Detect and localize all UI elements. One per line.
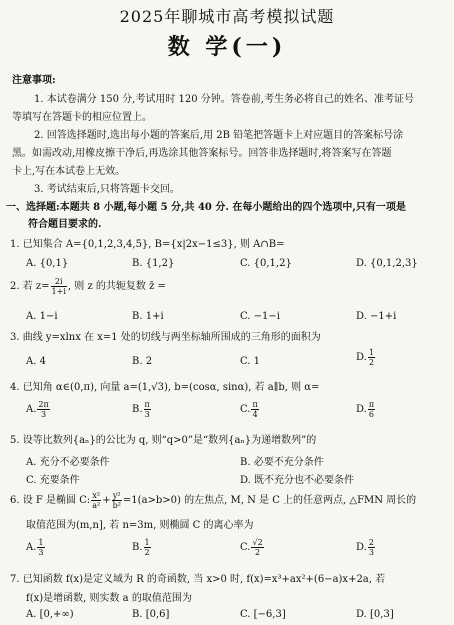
q6-option-a <box>26 538 46 557</box>
section1-line1: 一、选择题:本题共 8 小题,每小题 5 分,共 40 分. 在每小题给出的四个选项中,只有一项是 <box>6 202 406 213</box>
q6-stem-post: =1(a>b>0) 的左焦点, M, N 是 C 上的任意两点, △FMN 周长的 <box>122 495 417 506</box>
q3-option-c: C. 1 <box>240 356 261 367</box>
q6-d-denominator: 3 <box>368 548 374 557</box>
notice-item1-line1: 1. 本试卷满分 150 分,考试用时 120 分钟。答卷前,考生务必将自己的姓名、准考证号 <box>34 94 414 105</box>
notice-heading: 注意事项: <box>12 75 56 86</box>
q3-option-d <box>356 348 376 367</box>
q2-fraction <box>51 277 67 296</box>
q7-option-b: B. [0,6] <box>132 609 170 620</box>
q2-stem <box>10 277 166 296</box>
q6-option-a-fraction <box>37 538 44 557</box>
q4-c-denominator: 4 <box>252 410 258 419</box>
q4-b-denominator: 3 <box>144 410 150 419</box>
q5-stem: 5. 设等比数列{aₙ}的公比为 q, 则“q>0”是“数列{aₙ}为递增数列”的 <box>10 435 317 446</box>
q1-stem: 1. 已知集合 A={0,1,2,3,4,5}, B={x|2x−1≤3}, 则 A∩B= <box>10 239 285 250</box>
q6-option-d-fraction <box>368 538 375 557</box>
q6-x-denominator: a² <box>92 501 101 510</box>
section1-line2: 符合题目要求的. <box>28 219 102 230</box>
q4-a-numerator: 2π <box>38 400 49 409</box>
q4-option-a-fraction <box>37 400 49 419</box>
q4-c-numerator: π <box>252 400 258 409</box>
q5-option-c: C. 充要条件 <box>26 475 80 486</box>
q5-option-d: D. 既不充分也不必要条件 <box>240 475 355 486</box>
q4-option-c-label: C. <box>240 404 251 415</box>
q6-option-b-fraction <box>144 538 151 557</box>
notice-item3: 3. 考试结束后,只将答题卡交回。 <box>34 184 180 195</box>
q4-option-c-fraction <box>251 400 258 419</box>
q2-fraction-denominator: 1+i <box>51 287 66 296</box>
q4-option-d-label: D. <box>356 404 367 415</box>
q4-d-denominator: 6 <box>368 410 375 419</box>
q4-stem: 4. 已知角 α∈(0,π), 向量 a=(1,√3), b=(cosα, sinα), 若 a∥b, 则 α= <box>10 382 320 393</box>
q2-option-a: A. 1−i <box>26 311 58 322</box>
q4-option-b-label: B. <box>132 404 143 415</box>
q1-option-c: C. {0,1,2} <box>240 258 292 269</box>
q6-stem <box>10 491 416 510</box>
q6-option-c-label: C. <box>240 542 251 553</box>
q3-d-numerator: 1 <box>368 348 374 357</box>
q6-stem-pre: 6. 设 F 是椭圆 C: <box>10 495 91 506</box>
q3-option-d-label: D. <box>356 352 367 363</box>
q6-option-b <box>132 538 152 557</box>
exam-subtitle: 数 学(一) <box>167 34 287 60</box>
q4-option-c <box>240 400 260 419</box>
q3-option-d-fraction <box>368 348 375 367</box>
q6-b-numerator: 1 <box>144 538 150 547</box>
q5-option-a: A. 充分不必要条件 <box>26 457 110 468</box>
q6-option-d <box>356 538 376 557</box>
q6-option-c-fraction <box>251 538 263 557</box>
q5-option-b: B. 必要不充分条件 <box>240 457 324 468</box>
q4-option-d-fraction <box>368 400 375 419</box>
q6-option-b-label: B. <box>132 542 143 553</box>
q2-stem-post: , 则 z 的共轭复数 z̄ = <box>67 281 166 292</box>
q1-option-a: A. {0,1} <box>26 258 69 269</box>
q6-line2: 取值范围为(m,n], 若 n=3m, 则椭圆 C 的离心率为 <box>26 520 254 531</box>
q3-option-a: A. 4 <box>26 356 46 367</box>
q2-option-c: C. −1−i <box>240 311 280 322</box>
notice-item2-line2: 黑。如需改动,用橡皮擦干净后,再选涂其他答案标号。回答非选择题时,将答案写在答题 <box>12 148 392 159</box>
exam-title: 2025年聊城市高考模拟试题 <box>119 7 335 26</box>
q3-d-denominator: 2 <box>368 358 374 367</box>
q6-option-a-label: A. <box>26 542 37 553</box>
q6-option-d-label: D. <box>356 542 367 553</box>
notice-item2-line1: 2. 回答选择题时,选出每小题的答案后,用 2B 铅笔把答题卡上对应题目的答案标号涂 <box>34 130 404 141</box>
q4-option-d <box>356 400 376 419</box>
q6-c-denominator: 2 <box>255 548 261 557</box>
q7-option-d: D. [0,3] <box>356 609 394 620</box>
q7-stem: 7. 已知函数 f(x)是定义域为 R 的奇函数, 当 x>0 时, f(x)=x³+ax²+(6−a)x+2a, 若 <box>10 574 386 585</box>
q4-b-numerator: π <box>144 400 150 409</box>
q6-y-numerator: y² <box>112 491 121 500</box>
q6-a-numerator: 1 <box>38 538 44 547</box>
q6-c-numerator: √2 <box>252 538 263 547</box>
q6-y-denominator: b² <box>112 501 121 510</box>
q2-option-d: D. −1+i <box>356 311 397 322</box>
q4-a-denominator: 3 <box>41 410 47 419</box>
q1-option-b: B. {1,2} <box>132 258 175 269</box>
q4-option-a-label: A. <box>26 404 37 415</box>
q6-a-denominator: 3 <box>38 548 44 557</box>
q2-option-b: B. 1+i <box>132 311 164 322</box>
q4-option-b-fraction <box>144 400 151 419</box>
q7-option-c: C. [−6,3] <box>240 609 286 620</box>
q2-fraction-numerator: 2i <box>51 277 67 287</box>
q6-d-numerator: 2 <box>368 538 374 547</box>
q6-b-denominator: 2 <box>144 548 150 557</box>
q7-option-a: A. [0,+∞) <box>26 609 74 620</box>
notice-item1-line2: 等填写在答题卡的相应位置上。 <box>12 112 152 123</box>
q3-stem: 3. 曲线 y=xlnx 在 x=1 处的切线与两坐标轴所围成的三角形的面积为 <box>10 332 321 343</box>
q1-option-d: D. {0,1,2,3} <box>356 258 418 269</box>
q4-option-b <box>132 400 152 419</box>
q6-plus: + <box>102 495 111 506</box>
q6-x-numerator: x² <box>92 491 101 500</box>
q6-option-c <box>240 538 265 557</box>
q2-stem-pre: 2. 若 z= <box>10 281 50 292</box>
q7-line2: f(x)是增函数, 则实数 a 的取值范围为 <box>26 593 192 604</box>
q3-option-b: B. 2 <box>132 356 153 367</box>
q4-option-a <box>26 400 51 419</box>
q6-x-fraction <box>91 491 101 510</box>
notice-item2-line3: 卡上,写在本试卷上无效。 <box>12 166 126 177</box>
q6-y-fraction <box>112 491 122 510</box>
q4-d-numerator: π <box>368 400 375 409</box>
